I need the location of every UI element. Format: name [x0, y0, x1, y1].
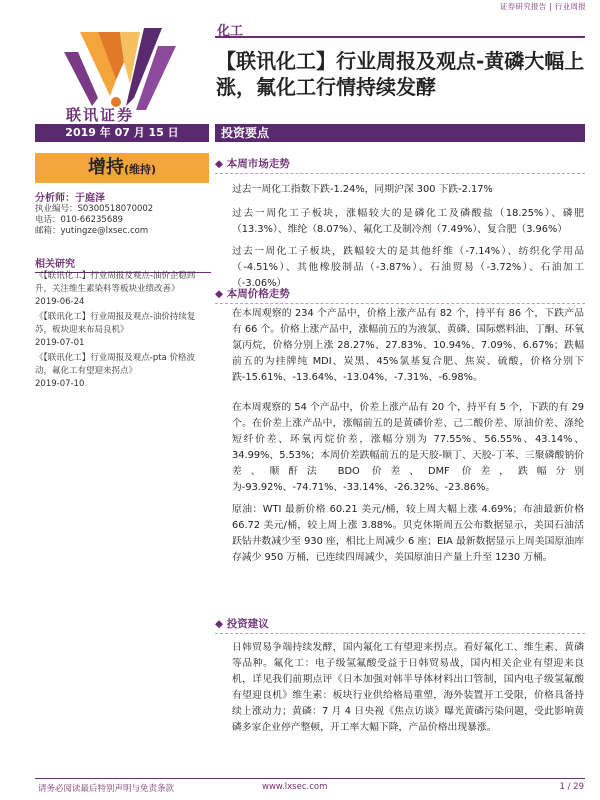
related-item-title: 《【联讯化工】行业周报及观点-油价企稳回升，关注维生素染料等板块业绩改善》 — [35, 271, 196, 294]
related-item[interactable] — [35, 311, 211, 350]
analyst-info — [35, 193, 211, 237]
sector-label: 化工 — [217, 24, 244, 39]
footer-disclaimer[interactable]: 请务必阅读最后特别声明与免责条款 — [38, 784, 175, 794]
price-para-3: 原油：WTI 最新价格 60.21 美元/桶，较上周大幅上涨 4.69%；布油最新价格 66.72 美元/桶，较上周上涨 3.88%。贝克休斯周五公布数据显示，美国石油活跃钻井数减少至 930 座，相比上周减少 6 座；EIA 最新数据显示上周美国原油库存减少 950 万桶，已连续四周减少，美国原油日产量上升至 1230 万桶。 — [232, 504, 584, 563]
price-para-2: 在本周观察的 54 个产品中，价差上涨产品有 20 个，持平有 5 个，下跌的有 29 个。在价差上涨产品中，涨幅前五的是黄磷价差、己二酸价差、原油价差、涤纶短纤价差、环氧丙烷价差，涨幅分别为 77.55%、56.55%、43.14%、34.99%、5.53%；本周价差跌幅前五的是天胶-顺丁、天胶-丁苯、三聚磷酸钠价差、顺酐法 BDO 价差、DMF 价差，跌幅分别为-93.92%、-74.71%、-33.14%、-26.32%、-23.86%。 — [232, 402, 584, 493]
market-trend-heading: ◆ 本周市场走势 — [215, 156, 585, 174]
top-bar — [0, 0, 600, 12]
related-item-date: 2019-07-01 — [35, 338, 85, 348]
footer-divider — [35, 778, 585, 779]
related-research-heading: 相关研究 — [35, 255, 211, 273]
price-para-1: 在本周观察的 234 个产品中，价格上涨产品有 82 个，持平有 86 个，下跌产品有 66 个。价格上涨产品中，涨幅前五的为液氯、黄磷、国际燃料油、丁酮、环氧氯丙烷，价格分别上涨 28.27%、27.83%、10.94%、7.09%、6.67%；跌幅前五的为挂牌纯 MDI、炭黑、45%氯基复合肥、焦炭、硫酸，价格分别下跌-15.61%、-13.64%、-13.04%、-7.31%、-6.98%。 — [232, 308, 584, 383]
company-logo-icon — [58, 22, 188, 112]
related-item[interactable] — [35, 270, 211, 309]
market-para-2: 过去一周化工子板块，涨幅较大的是磷化工及磷酸盐（18.25%）、磷肥（13.3%）、维纶（8.07%）、氟化工及制冷剂（7.49%）、复合肥（3.96%） — [232, 208, 584, 235]
report-date: 2019 年 07 月 15 日 — [35, 124, 209, 142]
investment-advice-heading: ◆ 投资建议 — [215, 616, 585, 634]
report-title: 【联讯化工】行业周报及观点-黄磷大幅上涨，氟化工行情持续发酵 — [216, 49, 585, 99]
analyst-name: 分析师：于庭泽 — [35, 193, 105, 204]
report-type-tag: 证券研究报告 | 行业周报 — [499, 2, 586, 11]
sector-bar — [215, 18, 585, 38]
logo-text: 联讯证券 — [66, 106, 135, 124]
advice-para: 日韩贸易争端持续发酵，国内氟化工有望迎来拐点。看好氟化工、维生素、黄磷等品种。氟化工：电子级氢氟酸受益于日韩贸易战，国内相关企业有望迎来良机，详见我们前期点评《日本加强对韩半导体材料出口管制，国内电子级氢氟酸有望迎良机》维生素：板块行业供给格局重塑，海外装置开工受限，价格具备持续上涨动力；黄磷：7 月 4 日央视《焦点访谈》曝光黄磷污染问题，受此影响黄磷多家企业停产整顿，开工率大幅下降，产品价格出现暴涨。 — [232, 642, 584, 733]
rating-badge — [35, 153, 209, 183]
related-item-title: 《【联讯化工】行业周报及观点-pta 价格波动，氟化工有望迎来拐点》 — [35, 353, 195, 376]
analyst-phone: 电话：010-66235689 — [35, 215, 124, 225]
rating-sub: (维持) — [123, 163, 157, 176]
market-para-3: 过去一周化工子板块，跌幅较大的是其他纤维（-7.14%）、纺织化学用品（-4.51%）、其他橡胶制品（-3.87%）、石油贸易（-3.72%）、石油加工（-3.06%） — [232, 246, 584, 289]
investment-advice-heading-text: 投资建议 — [226, 618, 269, 630]
market-para-1: 过去一周化工指数下跌-1.24%，同期沪深 300 下跌-2.17% — [232, 184, 493, 195]
footer-website-link[interactable]: www.lxsec.com — [262, 782, 328, 792]
related-item[interactable] — [35, 352, 211, 391]
related-research-list — [35, 270, 211, 393]
related-item-title: 《【联讯化工】行业周报及观点-油价持续复苏，板块迎来布局良机》 — [35, 312, 196, 335]
section-heading-key-points: 投资要点 — [215, 124, 585, 142]
rating-main: 增持 — [87, 157, 124, 178]
analyst-cert: 执业编号：S0300518070002 — [35, 204, 154, 214]
analyst-email[interactable]: 邮箱：yutingze@lxsec.com — [35, 226, 149, 236]
related-item-date: 2019-07-10 — [35, 379, 85, 389]
price-trend-heading-text: 本周价格走势 — [226, 288, 290, 300]
market-trend-heading-text: 本周市场走势 — [226, 158, 290, 170]
price-trend-heading: ◆ 本周价格走势 — [215, 286, 585, 304]
related-item-date: 2019-06-24 — [35, 297, 85, 307]
page-number: 1 / 29 — [559, 782, 584, 792]
